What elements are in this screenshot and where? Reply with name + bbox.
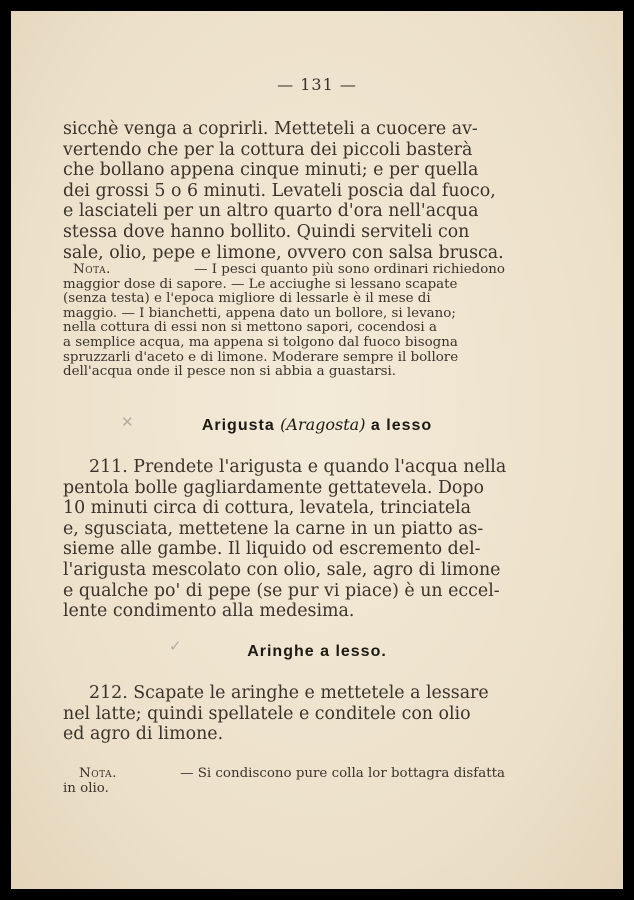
text-line: e qualche po' di pepe (se pur vi piace) è un eccel-	[63, 580, 500, 601]
text-line: sieme alle gambe. Il liquido od escremento del-	[63, 539, 481, 560]
text-line: a semplice acqua, ma appena si tolgono dal fuoco bisogna	[63, 334, 458, 350]
paragraph-1	[63, 119, 505, 263]
text-line: vertendo che per la cottura dei piccoli basterà	[63, 139, 473, 160]
note-1	[63, 263, 505, 380]
text-line: maggior dose di sapore. — Le acciughe si lessano scapate	[63, 276, 458, 292]
text-line: 211. Prendete l'arigusta e quando l'acqua nella	[89, 457, 507, 477]
text-line: lente condimento alla medesima.	[63, 601, 355, 622]
text-line: maggio. — I bianchetti, appena dato un bollore, si levano;	[63, 305, 456, 321]
text-line: spruzzarli d'aceto e di limone. Moderare sempre il bollore	[63, 349, 459, 365]
pencil-check-mark-icon: ✓	[169, 637, 182, 655]
note-text: — Si condiscono pure colla lor bottagra disfatta	[180, 766, 505, 781]
text-line: ed agro di limone.	[63, 724, 224, 745]
text-line: (senza testa) e l'epoca migliore di lessarle è il mese di	[63, 291, 431, 307]
text-line: che bollano appena cinque minuti; e per quella	[63, 160, 479, 181]
page-number: — 131 —	[277, 75, 357, 94]
text-line: e, sgusciata, mettetene la carne in un piatto as-	[63, 518, 484, 539]
paragraph-3	[63, 683, 505, 745]
text-line: 212. Scapate le aringhe e mettetele a lessare	[89, 683, 489, 703]
text-line: e lasciateli per un altro quarto d'ora nell'acqua	[63, 201, 479, 222]
text-line: sale, olio, pepe e limone, ovvero con salsa brusca.	[63, 242, 504, 263]
note-label: Nota.	[79, 766, 117, 781]
text-line	[63, 767, 505, 782]
book-page	[11, 11, 623, 889]
text-line: stessa dove hanno bollito. Quindi serviteli con	[63, 221, 470, 242]
heading-italic: (Aragosta)	[280, 415, 366, 434]
text-line: 10 minuti circa di cottura, levatela, trinciatela	[63, 498, 472, 519]
text-line: l'arigusta mescolato con olio, sale, agro di limone	[63, 559, 501, 580]
text-line: nella cottura di essi non si mettono sapori, cocendosi a	[63, 320, 437, 336]
paragraph-2	[63, 457, 505, 622]
note-label: Nota.	[73, 262, 111, 277]
text-line: pentola bolle gagliardamente gettatevela. Dopo	[63, 477, 484, 498]
text-line: in olio.	[63, 780, 109, 796]
section-heading-aringhe: Aringhe a lesso.	[247, 643, 387, 660]
text-line: dei grossi 5 o 6 minuti. Levateli poscia dal fuoco,	[63, 180, 496, 201]
text-line: dell'acqua onde il pesce non si abbia a guastarsi.	[63, 364, 397, 380]
heading-word: Arigusta	[201, 417, 275, 434]
text-line	[63, 263, 505, 278]
heading-word: a lesso	[370, 417, 433, 434]
note-2	[63, 767, 505, 796]
text-line: sicchè venga a coprirli. Metteteli a cuocere av-	[63, 119, 478, 139]
note-text: — I pesci quanto più sono ordinari richiedono	[194, 262, 505, 277]
pencil-cross-mark-icon: ✕	[121, 413, 134, 431]
section-heading-arigusta	[11, 415, 623, 435]
text-line: nel latte; quindi spellatele e conditele con olio	[63, 703, 471, 724]
